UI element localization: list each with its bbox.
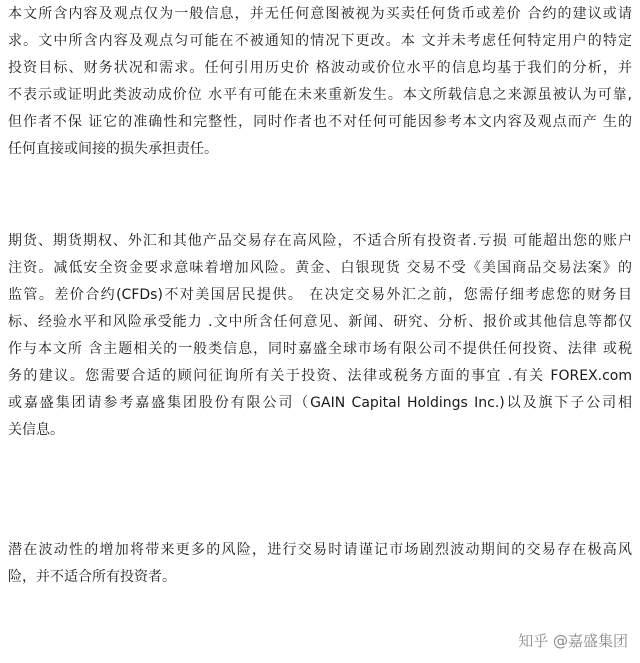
- text-line: 关信息。: [8, 422, 64, 438]
- text-line: 监管。差价合约(CFDs)不对美国居民提供。 在决定交易外汇之前，您需仔细考虑您的财务目: [8, 287, 632, 303]
- text-line: 或嘉盛集团请参考嘉盛集团股份有限公司（GAIN Capital Holdings Inc.)以及旗下子公司相: [8, 395, 632, 411]
- text-line: 任何直接或间接的损失承担责任。: [8, 141, 218, 157]
- text-line: 不表示或证明此类波动成价位 水平有可能在未来重新发生。本文所载信息之来源虽被认为可靠,: [8, 87, 632, 103]
- text-line: 务的建议。您需要合适的顾问征询所有关于投资、法律或税务方面的事宜 .有关 FOREX.com: [8, 368, 632, 384]
- text-line: 期货、期货期权、外汇和其他产品交易存在高风险，不适合所有投资者.亏损 可能超出您的账户: [8, 233, 632, 249]
- text-line: 本文所含内容及观点仅为一般信息，并无任何意图被视为买卖任何货币或差价 合约的建议或请: [8, 6, 632, 22]
- text-line: 注资。减低安全资金要求意味着增加风险。黄金、白银现货 交易不受《美国商品交易法案》的: [8, 260, 632, 276]
- text-line: 求。文中所含内容及观点匀可能在不被通知的情况下更改。本 文并未考虑任何特定用户的特定: [8, 33, 632, 49]
- disclaimer-paragraph-general-info: [8, 1, 632, 163]
- zhihu-watermark: 知乎 @嘉盛集团: [518, 632, 628, 650]
- text-line: 潜在波动性的增加将带来更多的风险，进行交易时请谨记市场剧烈波动期间的交易存在极高风: [8, 542, 632, 558]
- text-line: 但作者不保 证它的准确性和完整性，同时作者也不对任何可能因参考本文内容及观点而产 生的: [8, 114, 632, 130]
- disclaimer-paragraph-risk-warning: [8, 228, 632, 444]
- text-line: 投资目标、财务状况和需求。任何引用历史价 格波动或价位水平的信息均基于我们的分析，并: [8, 60, 632, 76]
- text-line: 标、经验水平和风险承受能力 .文中所含任何意见、新闻、研究、分析、报价或其他信息等都仅: [8, 314, 632, 330]
- disclaimer-paragraph-volatility: [8, 537, 632, 591]
- text-line: 险，并不适合所有投资者。: [8, 569, 176, 585]
- text-line: 作与本文所 含主题相关的一般类信息，同时嘉盛全球市场有限公司不提供任何投资、法律 或税: [8, 341, 632, 357]
